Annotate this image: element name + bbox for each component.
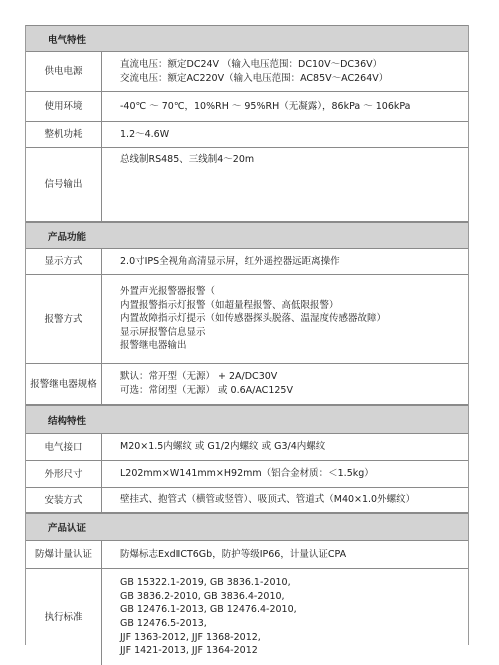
value-line: 总线制RS485、三线制4～20m — [120, 154, 255, 165]
value-line: JJF 1363-2012, JJF 1368-2012, — [120, 631, 261, 643]
row-power — [26, 52, 468, 92]
row-size — [26, 461, 468, 488]
label-power: 供电电源 — [26, 52, 102, 91]
value-line: GB 3836.2-2010, GB 3836.4-2010, — [120, 590, 285, 602]
label-standards: 执行标准 — [26, 569, 102, 665]
value-line: 内置故障指示灯提示（如传感器探头脱落、温湿度传感器故障） — [120, 313, 387, 325]
value-line: 直流电压：额定DC24V （输入电压范围：DC10V～DC36V） — [120, 58, 383, 70]
value-line: JJF 1421-2013, JJF 1364-2012 — [120, 645, 258, 657]
value-line: L202mm×W141mm×H92mm（铝合金材质：＜1.5kg） — [120, 468, 374, 480]
value-install — [102, 488, 468, 512]
value-line: 壁挂式、抱管式（横管或竖管）、吸顶式、管道式（M40×1.0外螺纹） — [120, 494, 416, 506]
value-line: 1.2～4.6W — [120, 128, 170, 140]
value-display — [102, 249, 468, 274]
value-line: -40℃ ～ 70℃，10%RH ～ 95%RH（无凝露），86kPa ～ 106kPa — [120, 100, 411, 112]
row-consumption — [26, 122, 468, 148]
value-line: 2.0寸IPS全视角高清显示屏，红外遥控器远距离操作 — [120, 255, 340, 267]
label-display: 显示方式 — [26, 249, 102, 274]
value-line: 可选：常闭型（无源） 或 0.6A/AC125V — [120, 385, 293, 396]
value-line: 报警继电器输出 — [120, 340, 187, 352]
value-environment — [102, 92, 468, 121]
value-line: M20×1.5内螺纹 或 G1/2内螺纹 或 G3/4内螺纹 — [120, 441, 326, 453]
value-line: 防爆标志ExdⅡCT6Gb，防护等级IP66，计量认证CPA — [120, 548, 347, 560]
label-size: 外形尺寸 — [26, 461, 102, 487]
label-install: 安装方式 — [26, 488, 102, 512]
label-interface: 电气接口 — [26, 434, 102, 460]
value-signal — [102, 148, 468, 221]
row-alarm — [26, 275, 468, 364]
label-signal: 信号输出 — [26, 148, 102, 221]
row-signal — [26, 148, 468, 222]
section-certification: 产品认证 — [26, 513, 468, 541]
value-consumption — [102, 122, 468, 147]
value-explosion — [102, 541, 468, 568]
value-power — [102, 52, 468, 91]
value-interface — [102, 434, 468, 460]
value-line: 交流电压：额定AC220V（输入电压范围：AC85V～AC264V） — [120, 72, 389, 84]
value-line: 内置报警指示灯报警（如超量程报警、高低限报警） — [120, 299, 339, 311]
value-relay — [102, 364, 468, 404]
value-line: 外置声光报警器报警（ — [120, 286, 216, 298]
value-line: GB 12476.1-2013, GB 12476.4-2010, — [120, 604, 297, 616]
row-environment — [26, 92, 468, 122]
section-electrical: 电气特性 — [26, 25, 468, 52]
value-line: 显示屏报警信息显示 — [120, 326, 206, 338]
row-interface — [26, 434, 468, 461]
row-relay — [26, 364, 468, 405]
value-line: GB 15322.1-2019, GB 3836.1-2010, — [120, 577, 291, 589]
value-alarm — [102, 275, 468, 363]
spec-table — [25, 25, 469, 657]
section-functions: 产品功能 — [26, 222, 468, 249]
value-line: 默认：常开型（无源） + 2A/DC30V — [120, 371, 278, 383]
value-line: GB 12476.5-2013, — [120, 618, 207, 629]
row-display — [26, 249, 468, 275]
label-explosion: 防爆计量认证 — [26, 541, 102, 568]
value-size — [102, 461, 468, 487]
section-structure: 结构特性 — [26, 405, 468, 434]
row-explosion — [26, 541, 468, 569]
row-standards — [26, 569, 468, 665]
label-relay: 报警继电器规格 — [26, 364, 102, 404]
label-environment: 使用环境 — [26, 92, 102, 121]
value-standards — [102, 569, 468, 665]
row-install — [26, 488, 468, 513]
label-consumption: 整机功耗 — [26, 122, 102, 147]
label-alarm: 报警方式 — [26, 275, 102, 363]
